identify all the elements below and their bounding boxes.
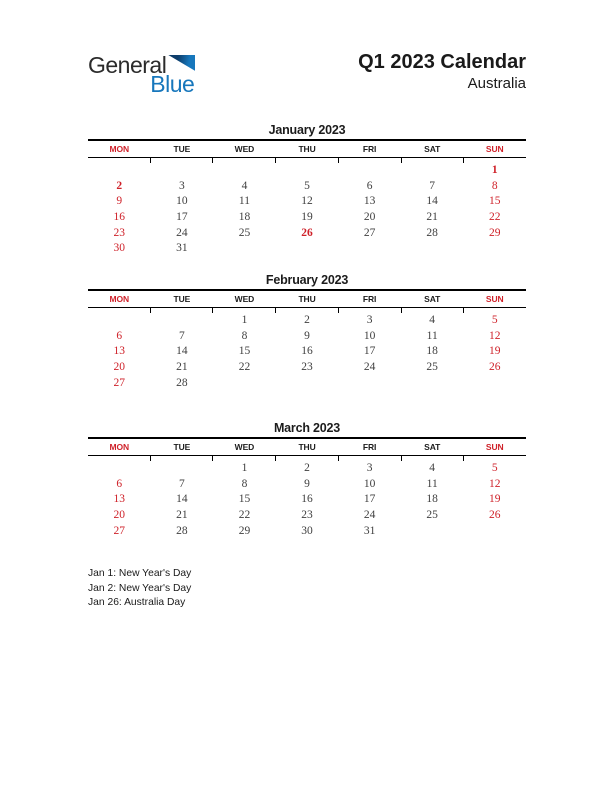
day-cell: 23	[113, 226, 126, 239]
day-cell: 26	[301, 226, 313, 239]
day-cell: 27	[113, 376, 126, 389]
day-cell: 26	[489, 361, 501, 374]
day-cell: 21	[176, 509, 188, 522]
day-cell-empty	[213, 376, 276, 392]
logo-text-blue: Blue	[150, 71, 195, 97]
day-cell-empty	[463, 376, 526, 392]
week-row	[88, 163, 526, 179]
day-cell: 22	[489, 211, 501, 224]
weekday-header: FRI	[362, 144, 377, 154]
weekday-header: TUE	[173, 144, 191, 154]
day-cell-empty	[151, 163, 214, 179]
day-cell: 21	[426, 211, 438, 224]
page-title: Q1 2023 Calendar	[358, 51, 526, 73]
weekday-header: MON	[109, 144, 130, 154]
day-cell-empty	[401, 376, 464, 392]
day-cell: 2	[304, 314, 310, 326]
day-cell-empty	[276, 163, 339, 179]
weekday-header: MON	[109, 294, 130, 304]
day-cell: 15	[238, 345, 251, 358]
day-cell: 15	[489, 195, 501, 208]
day-cell: 20	[113, 361, 126, 374]
holiday-list	[88, 567, 191, 611]
day-cell: 6	[116, 329, 123, 342]
weekday-header: SAT	[424, 442, 441, 452]
day-cell: 21	[176, 361, 188, 374]
day-cell: 13	[113, 345, 126, 358]
month-title: January 2023	[268, 123, 346, 137]
weekday-header-row	[88, 437, 526, 455]
week-row	[88, 313, 526, 329]
day-cell: 30	[113, 242, 126, 255]
day-cell: 6	[366, 179, 373, 192]
week-row	[88, 329, 526, 345]
day-cell: 22	[238, 509, 251, 522]
day-cell: 8	[491, 179, 498, 192]
day-cell: 2	[116, 179, 123, 192]
holiday-note: Jan 1: New Year's Day	[88, 568, 192, 579]
day-cell-empty	[338, 376, 401, 392]
day-cell: 12	[489, 329, 501, 342]
day-cell: 17	[176, 211, 188, 224]
day-cell: 20	[363, 211, 376, 224]
day-cell: 14	[176, 345, 188, 358]
day-cell: 18	[426, 345, 438, 358]
weekday-header: SUN	[485, 442, 504, 452]
day-cell-empty	[151, 461, 214, 477]
day-cell: 27	[363, 226, 376, 239]
day-cell: 29	[489, 226, 501, 239]
day-cell: 17	[363, 345, 376, 358]
day-cell: 22	[238, 361, 251, 374]
weekday-header: WED	[234, 144, 255, 154]
day-cell: 12	[489, 477, 501, 490]
day-cell: 3	[366, 462, 373, 474]
day-cell: 10	[176, 195, 188, 208]
day-cell-empty	[401, 163, 464, 179]
day-cell-empty	[276, 241, 339, 257]
weekday-header: WED	[234, 294, 255, 304]
day-cell: 28	[176, 524, 188, 537]
day-cell: 28	[426, 226, 438, 239]
day-cell: 3	[178, 179, 185, 192]
day-cell: 7	[178, 477, 185, 490]
day-cell: 29	[238, 524, 251, 537]
weekday-header: FRI	[362, 294, 377, 304]
weekday-header: TUE	[173, 294, 191, 304]
day-cell: 23	[301, 361, 313, 374]
weekday-header-row	[88, 139, 526, 157]
day-cell: 9	[304, 477, 310, 490]
weekday-header: TUE	[173, 442, 191, 452]
day-cell-empty	[276, 376, 339, 392]
day-cell: 9	[116, 195, 123, 208]
day-cell: 24	[363, 509, 376, 522]
day-cell: 31	[363, 524, 376, 537]
day-cell: 13	[113, 493, 126, 506]
day-cell: 4	[241, 179, 248, 192]
month-block-2	[88, 421, 526, 539]
document-header	[88, 50, 526, 97]
day-cell: 30	[301, 524, 313, 537]
day-cell: 10	[363, 477, 376, 490]
day-cell: 26	[489, 509, 501, 522]
day-cell: 9	[304, 329, 310, 342]
weekday-header: THU	[298, 144, 316, 154]
day-cell: 18	[426, 493, 438, 506]
month-block-0	[88, 123, 526, 257]
day-cell-empty	[463, 241, 526, 257]
week-row	[88, 210, 526, 226]
day-cell-empty	[151, 313, 214, 329]
day-cell: 18	[238, 211, 251, 224]
weekday-header: SUN	[485, 294, 504, 304]
day-cell: 25	[426, 509, 438, 522]
weekday-header: THU	[298, 442, 316, 452]
week-row	[88, 376, 526, 392]
day-cell-empty	[88, 313, 151, 329]
weekday-header: SUN	[485, 144, 504, 154]
day-cell-empty	[338, 163, 401, 179]
day-cell: 16	[113, 211, 126, 224]
day-cell: 31	[176, 242, 188, 255]
day-cell-empty	[88, 461, 151, 477]
day-cell: 5	[491, 462, 498, 474]
weekday-header: SAT	[424, 294, 441, 304]
day-cell: 16	[301, 493, 313, 506]
day-cell: 5	[304, 179, 310, 192]
day-cell-empty	[213, 163, 276, 179]
day-cell: 28	[176, 376, 188, 389]
week-row	[88, 179, 526, 195]
day-cell: 23	[301, 509, 313, 522]
day-cell: 14	[426, 195, 438, 208]
day-cell-empty	[213, 241, 276, 257]
week-row	[88, 492, 526, 508]
day-cell: 6	[116, 477, 123, 490]
weekday-header: SAT	[424, 144, 441, 154]
day-cell-empty	[338, 241, 401, 257]
day-cell: 17	[363, 493, 376, 506]
day-cell-empty	[401, 241, 464, 257]
weekday-header: WED	[234, 442, 255, 452]
week-row	[88, 524, 526, 540]
day-cell: 16	[301, 345, 313, 358]
day-cell: 12	[301, 195, 313, 208]
day-cell-empty	[463, 524, 526, 540]
day-cell: 11	[238, 195, 250, 208]
month-title: February 2023	[265, 273, 349, 287]
holiday-note: Jan 26: Australia Day	[88, 597, 186, 609]
day-cell: 3	[366, 314, 373, 326]
day-cell: 7	[178, 329, 185, 342]
day-cell: 7	[429, 179, 436, 192]
weekday-header: FRI	[362, 442, 377, 452]
day-cell: 25	[426, 361, 438, 374]
day-cell: 20	[113, 509, 126, 522]
day-cell: 15	[238, 493, 251, 506]
day-cell: 19	[489, 493, 501, 506]
day-cell: 19	[489, 345, 501, 358]
day-cell: 11	[426, 329, 438, 342]
week-row	[88, 226, 526, 242]
weekday-header: THU	[298, 294, 316, 304]
week-row	[88, 461, 526, 477]
day-cell-empty	[401, 524, 464, 540]
day-cell: 4	[429, 462, 436, 474]
logo-text-general: General	[88, 52, 167, 78]
day-cell: 13	[363, 195, 376, 208]
day-cell: 24	[363, 361, 376, 374]
day-cell-empty	[88, 163, 151, 179]
weekday-header-row	[88, 289, 526, 307]
day-cell: 1	[491, 164, 498, 176]
day-cell: 19	[301, 211, 313, 224]
day-cell: 14	[176, 493, 188, 506]
day-cell: 8	[241, 329, 248, 342]
week-row	[88, 194, 526, 210]
holiday-note: Jan 2: New Year's Day	[88, 582, 192, 594]
week-row	[88, 344, 526, 360]
day-cell: 25	[238, 226, 251, 239]
week-row	[88, 508, 526, 524]
week-row	[88, 241, 526, 257]
page-subtitle: Australia	[467, 75, 526, 92]
day-cell: 5	[491, 314, 498, 326]
weekday-header: MON	[109, 442, 130, 452]
day-cell: 1	[241, 462, 248, 474]
day-cell: 10	[363, 329, 376, 342]
day-cell: 11	[426, 477, 438, 490]
month-title: March 2023	[273, 421, 341, 435]
day-cell: 4	[429, 314, 436, 326]
day-cell: 27	[113, 524, 126, 537]
week-row	[88, 477, 526, 493]
month-block-1	[88, 273, 526, 391]
day-cell: 2	[304, 462, 310, 474]
day-cell: 1	[241, 314, 248, 326]
week-row	[88, 360, 526, 376]
day-cell: 24	[176, 226, 188, 239]
day-cell: 8	[241, 477, 248, 490]
